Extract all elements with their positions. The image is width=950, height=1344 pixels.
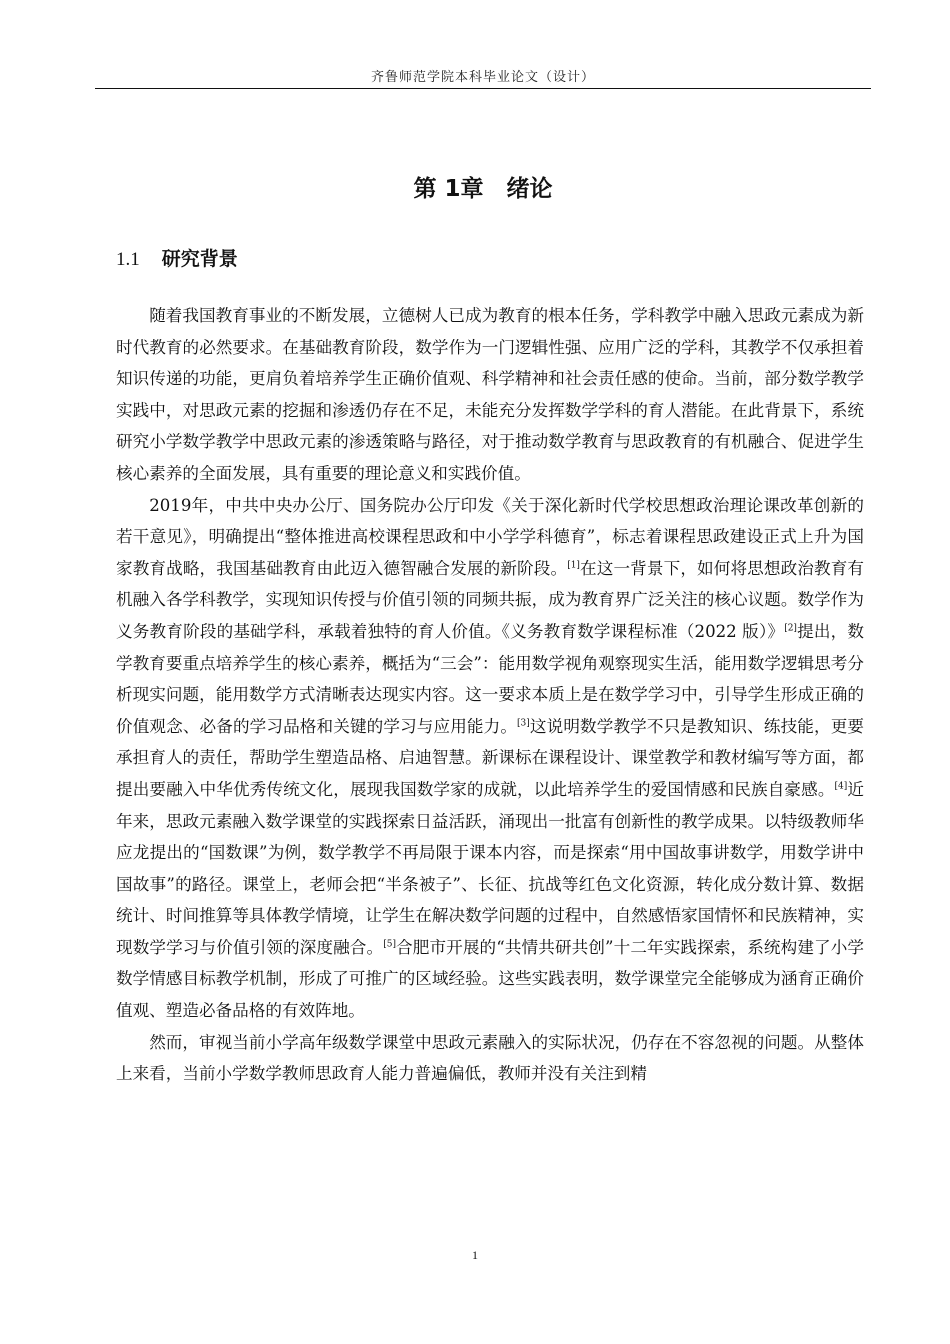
paragraph-3	[116, 1027, 864, 1090]
header-divider	[95, 88, 871, 89]
paragraph-text: 在这一背景下，如何将思想政治教育有机融入各学科教学，实现知识传授与价值引领的同频共振，成为教育界广泛关注的核心议题。数学作为义务教育阶段的基础学科，承载着独特的育人价值。《义务教育数学课程标准（2022 版）》	[116, 558, 865, 641]
running-header: 齐鲁师范学院本科毕业论文（设计）	[370, 70, 595, 85]
paragraph-text: 合肥市开展的“共情共研共创”十二年实践探索，系统构建了小学数学情感目标教学机制，形成了可推广的区域经验。这些实践表明，数学课堂完全能够成为涵育正确价值观、塑造必备品格的有效阵地。	[116, 937, 865, 1021]
citation-ref-5: [5]	[383, 939, 396, 950]
paragraph-text: 这说明数学教学不只是教知识、练技能，更要承担育人的责任，帮助学生塑造品格、启迪智慧。新课标在课程设计、课堂教学和教材编写等方面，都提出要融入中华优秀传统文化，展现我国数学家的成就，以此培养学生的爱国情感和民族自豪感。	[116, 716, 865, 799]
paragraph-2	[116, 490, 864, 1027]
paragraph-text: 提出，数学教育要重点培养学生的核心素养，概括为“三会”：能用数学视角观察现实生活，能用数学逻辑思考分析现实问题，能用数学方式清晰表达现实内容。这一要求本质上是在数学学习中，引导学生形成正确的价值观念、必备的学习品格和关键的学习与应用能力。	[116, 621, 865, 736]
paragraph-text: 然而，审视当前小学高年级数学课堂中思政元素融入的实际状况，仍存在不容忽视的问题。从整体上来看，当前小学数学教师思政育人能力普遍偏低，教师并没有关注到精	[116, 1032, 864, 1084]
paragraph-text: 随着我国教育事业的不断发展，立德树人已成为教育的根本任务，学科教学中融入思政元素成为新时代教育的必然要求。在基础教育阶段，数学作为一门逻辑性强、应用广泛的学科，其教学不仅承担着知识传递的功能，更肩负着培养学生正确价值观、科学精神和社会责任感的使命。当前，部分数学教学实践中，对思政元素的挖掘和渗透仍存在不足，未能充分发挥数学学科的育人潜能。在此背景下，系统研究小学数学教学中思政元素的渗透策略与路径，对于推动数学教育与思政教育的有机融合、促进学生核心素养的全面发展，具有重要的理论意义和实践价值。	[116, 306, 864, 483]
citation-ref-3: [3]	[517, 718, 530, 729]
body-text	[116, 300, 864, 1090]
citation-ref-1: [1]	[567, 560, 580, 571]
paragraph-text: 近年来，思政元素融入数学课堂的实践探索日益活跃，涌现出一批富有创新性的教学成果。以特级教师华应龙提出的“国数课”为例，数学教学不再局限于课本内容，而是探索“用中国故事讲数学，用数学讲中国故事”的路径。课堂上，老师会把“半条被子”、长征、抗战等红色文化资源，转化成分数计算、数据统计、时间推算等具体教学情境，让学生在解决数学问题的过程中，自然感悟家国情怀和民族精神，实现数学学习与价值引领的深度融合。	[116, 779, 865, 957]
citation-ref-4: [4]	[834, 781, 848, 792]
section-heading	[116, 244, 238, 271]
paragraph-1	[116, 300, 864, 490]
chapter-title: 第 1章 绪论	[413, 176, 553, 202]
section-number: 1.1	[116, 249, 140, 270]
paragraph-text: 2019年，中共中央办公厅、国务院办公厅印发《关于深化新时代学校思想政治理论课改革创新的若干意见》，明确提出“整体推进高校课程思政和中小学学科德育”，标志着课程思政建设正式上升为国家教育战略，我国基础教育由此迈入德智融合发展的新阶段。	[116, 495, 864, 578]
section-title: 研究背景	[161, 248, 238, 270]
page-number: 1	[472, 1248, 478, 1262]
citation-ref-2: [2]	[784, 623, 797, 634]
